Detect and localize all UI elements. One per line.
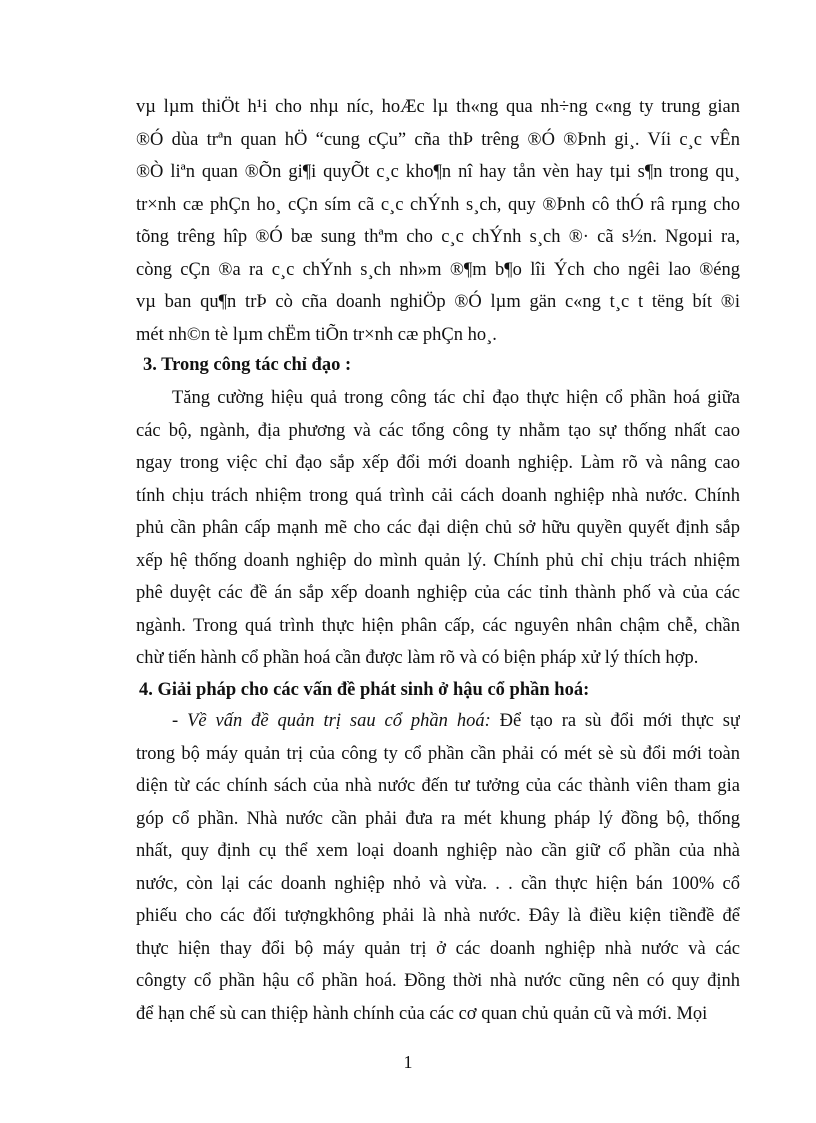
garbled-paragraph (136, 91, 740, 351)
text-line: ngành. Trong quá trình thực hiện phân cấp, các nguyên nhân chậm chễ, chần (136, 615, 740, 636)
section-3-paragraph (136, 382, 740, 675)
text-line: chừ tiến hành cổ phần hoá cần được làm rõ và có biện pháp xử lý thích hợp. (136, 648, 699, 668)
page-number: 1 (403, 1052, 413, 1072)
text-line: các bộ, ngành, địa phương và các tổng công ty nhằm tạo sự thống nhất cao (136, 420, 740, 441)
section-4-heading: 4. Giải pháp cho các vấn đề phát sinh ở hậu cổ phần hoá: (139, 680, 590, 700)
text-line: trong bộ máy quản trị của công ty cổ phần cần phải có mét sè sù đổi mới toàn (136, 743, 740, 764)
text-line: Tăng cường hiệu quả trong công tác chỉ đạo thực hiện cổ phần hoá giữa (172, 388, 740, 408)
text-line: ngay trong việc chỉ đạo sắp xếp đổi mới doanh nghiệp. Làm rõ và nâng cao (136, 453, 740, 473)
section-4-paragraph (136, 705, 740, 1030)
text-line: vµ ban qu¶n trÞ cò cña doanh nghiÖp ®Ó lµm gän c«ng t¸c t tëng bít ®i (136, 292, 740, 312)
text-span: Để tạo ra sù đổi mới thực sự (490, 711, 740, 731)
text-line: góp cổ phần. Nhà nước cần phải đưa ra mét khung pháp lý đồng bộ, thống (136, 808, 740, 829)
text-line: thực hiện thay đổi bộ máy quản trị ở các doanh nghiệp nhà nước và các (136, 938, 740, 959)
text-line: phê duyệt các đề án sắp xếp doanh nghiệp của các tỉnh thành phố và của các (136, 583, 740, 603)
emphasis-text: - Về vấn đề quản trị sau cổ phần hoá: (172, 711, 491, 731)
text-line: phủ cần phân cấp mạnh mẽ cho các đại diện chủ sở hữu quyền quyết định sắp (136, 518, 740, 538)
text-line: còng cÇn ®a ra c¸c chÝnh s¸ch nh»m ®¶m b¶o lîi Ých cho ngêi lao ®éng (136, 259, 740, 280)
text-line: tõng trêng hîp ®Ó bæ sung thªm cho c¸c chÝnh s¸ch ®· cã s½n. Ngoµi ra, (136, 227, 740, 247)
text-line: ®Ò liªn quan ®Õn gi¶i quyÕt c¸c kho¶n nî hay tån vèn hay tµi s¶n trong qu¸ (136, 162, 740, 182)
text-line: vµ lµm thiÖt h¹i cho nhµ níc, hoÆc lµ th«ng qua nh÷ng c«ng ty trung gian (136, 97, 740, 117)
text-line: mét nh©n tè lµm chËm tiÕn tr×nh cæ phÇn ho¸. (136, 324, 497, 345)
text-line: ®Ó dùa trªn quan hÖ “cung cÇu” cña thÞ trêng ®Ó ®Þnh gi¸. Víi c¸c vÊn (136, 129, 740, 150)
text-line: côngty cổ phần hậu cổ phần hoá. Đồng thời nhà nước cũng nên có quy định (136, 971, 740, 991)
section-3-heading: 3. Trong công tác chỉ đạo : (143, 355, 352, 375)
text-line: để hạn chế sù can thiệp hành chính của các cơ quan chủ quản cũ và mới. Mọi (136, 1003, 708, 1024)
text-line: xếp hệ thống doanh nghiệp do mình quản lý. Chính phủ chỉ chịu trách nhiệm (136, 550, 740, 571)
text-line: diện từ các chính sách của nhà nước đến tư tưởng của các thành viên tham gia (136, 776, 740, 796)
text-line: tính chịu trách nhiệm trong quá trình cải cách doanh nghiệp nhà nước. Chính (136, 485, 740, 506)
text-line (136, 705, 740, 738)
text-line: nhất, quy định cụ thể xem loại doanh nghiệp nào cần giữ cổ phần của nhà (136, 841, 740, 861)
text-line: phiếu cho các đối tượngkhông phải là nhà nước. Đây là điều kiện tiềnđề để (136, 906, 740, 926)
text-line: nước, còn lại các doanh nghiệp nhỏ và vừa. . . cần thực hiện bán 100% cổ (136, 873, 740, 894)
text-line: tr×nh cæ phÇn ho¸ cÇn sím cã c¸c chÝnh s¸ch, quy ®Þnh cô thÓ râ rµng cho (136, 194, 740, 215)
